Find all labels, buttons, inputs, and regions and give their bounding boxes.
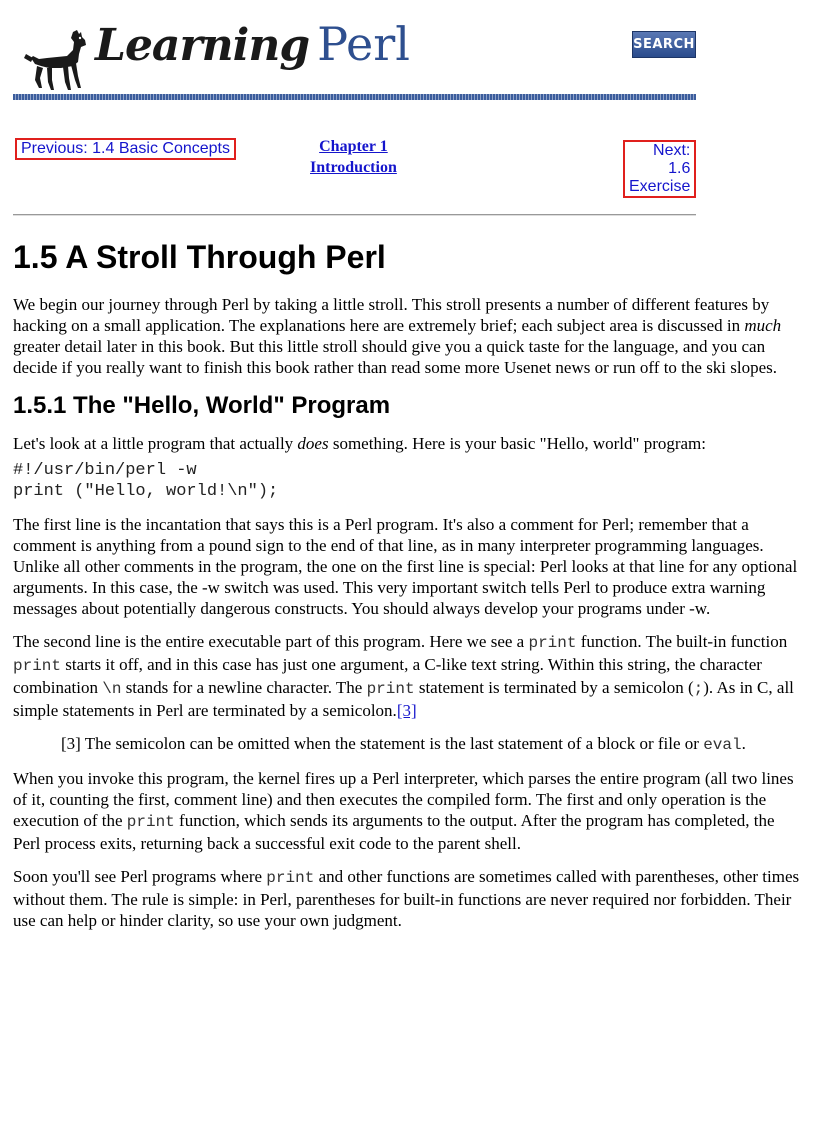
footnote: [3] The semicolon can be omitted when the statement is the last statement of a block or file or eval.: [61, 734, 746, 754]
section-divider: [13, 214, 696, 216]
next-link[interactable]: [623, 140, 696, 198]
logo-perl-text: Perl: [317, 17, 410, 71]
code-line-1: #!/usr/bin/perl -w: [13, 461, 197, 480]
code-block: [13, 460, 805, 502]
chapter-title-link[interactable]: Introduction: [310, 159, 397, 176]
site-logo[interactable]: [95, 17, 410, 71]
section-title: 1.5.1 The "Hello, World" Program: [13, 392, 391, 419]
next-link-line2: Exercise: [629, 178, 691, 195]
logo-learning-text: Learning: [95, 20, 310, 71]
chapter-navigation: [13, 136, 696, 195]
search-button[interactable]: SEARCH: [632, 31, 696, 58]
page-title: 1.5 A Stroll Through Perl: [13, 239, 386, 275]
next-link-line1: Next: 1.6: [653, 142, 691, 177]
chapter-link-group: [310, 136, 397, 178]
intro-paragraph: We begin our journey through Perl by taking a little stroll. This stroll presents a number of different features by hacking on a small application. The explanations here are extremely brief; each subject area is discussed in much greater detail later in this book. But this little stroll should give you a quick taste for the language, and you can decide if you really want to finish this book rather than read some more Usenet news or run off to the ski slopes.: [13, 295, 782, 377]
llama-logo-icon: [21, 28, 99, 92]
header-rule: [13, 94, 696, 100]
previous-link[interactable]: Previous: 1.4 Basic Concepts: [15, 138, 236, 160]
code-line-2: print ("Hello, world!\n");: [13, 482, 279, 501]
paragraph-3: The second line is the entire executable part of this program. Here we see a print function. The built-in function print starts it off, and in this case has just one argument, a C-like text string. Within this string, the character combination \n stands for a newline character. The print statement is terminated by a semicolon (;). As in C, all simple statements in Perl are terminated by a semicolon.[3]: [13, 632, 794, 720]
article-content: [13, 238, 805, 943]
page-header: [13, 17, 696, 102]
paragraph-1: Let's look at a little program that actually does something. Here is your basic "Hello, world" program:: [13, 434, 707, 453]
paragraph-2: The first line is the incantation that says this is a Perl program. It's also a comment for Perl; remember that a comment is anything from a pound sign to the end of that line, as in many interpreter programming languages. Unlike all other comments in the program, the one on the first line is special: Perl looks at that line for any optional arguments. In this case, the -w switch was used. This very important switch tells Perl to produce extra warning messages about potentially dangerous constructs. You should always develop your programs under -w.: [13, 515, 798, 618]
chapter-number-link[interactable]: Chapter 1: [319, 138, 388, 155]
footnote-link[interactable]: [3]: [396, 701, 417, 720]
paragraph-5: Soon you'll see Perl programs where print and other functions are sometimes called with parentheses, other times without them. The rule is simple: in Perl, parentheses for built-in functions are never required nor forbidden. Their use can help or hinder clarity, so use your own judgment.: [13, 867, 800, 930]
paragraph-4: When you invoke this program, the kernel fires up a Perl interpreter, which parses the entire program (all two lines of it, counting the first, comment line) and then executes the compiled form. The first and only operation is the execution of the print function, which sends its arguments to the output. After the program has completed, the Perl process exits, returning back a successful exit code to the parent shell.: [13, 769, 794, 853]
